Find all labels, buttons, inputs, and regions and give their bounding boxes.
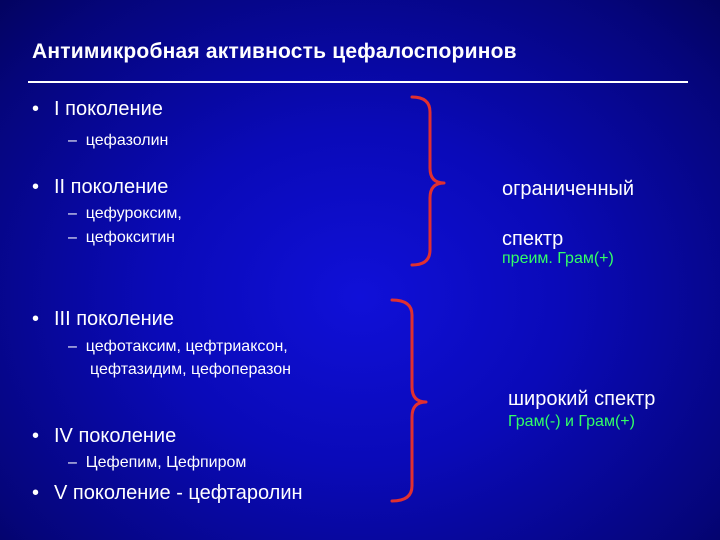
drug-name: цефокситин (85, 229, 175, 246)
spectrum-limited-line2: спектр (502, 228, 564, 250)
bullet-marker: • (32, 308, 40, 330)
drug-name: цефуроксим, (85, 205, 182, 222)
spectrum-limited-detail: преим. Грам(+) (502, 250, 614, 267)
dash-marker: – (68, 132, 77, 149)
spectrum-broad-line1: широкий спектр (508, 388, 656, 410)
bullet-marker: • (32, 425, 40, 447)
drug-name: цефтазидим, цефоперазон (90, 361, 292, 378)
drug-name: Цефепим, Цефпиром (85, 454, 247, 471)
dash-marker: – (68, 229, 77, 246)
spectrum-broad-detail: Грам(-) и Грам(+) (508, 413, 635, 430)
generation-4-heading: IV поколение (54, 425, 177, 447)
generation-1-heading: I поколение (54, 98, 163, 120)
brace-limited-spectrum (412, 97, 444, 265)
drug-name: цефазолин (85, 132, 169, 149)
bullet-marker: • (32, 98, 40, 120)
generation-3-heading: III поколение (54, 308, 174, 330)
generation-2-heading: II поколение (54, 176, 169, 198)
drug-name: цефотаксим, цефтриаксон, (85, 338, 288, 355)
dash-marker: – (68, 205, 77, 222)
spectrum-limited-line1: ограниченный (502, 178, 635, 200)
brace-broad-spectrum (392, 300, 426, 501)
bullet-marker: • (32, 176, 40, 198)
slide-title: Антимикробная активность цефалоспоринов (32, 40, 517, 63)
dash-marker: – (68, 338, 77, 355)
dash-marker: – (68, 454, 77, 471)
generation-5-heading: V поколение - цефтаролин (54, 482, 303, 504)
bullet-marker: • (32, 482, 40, 504)
